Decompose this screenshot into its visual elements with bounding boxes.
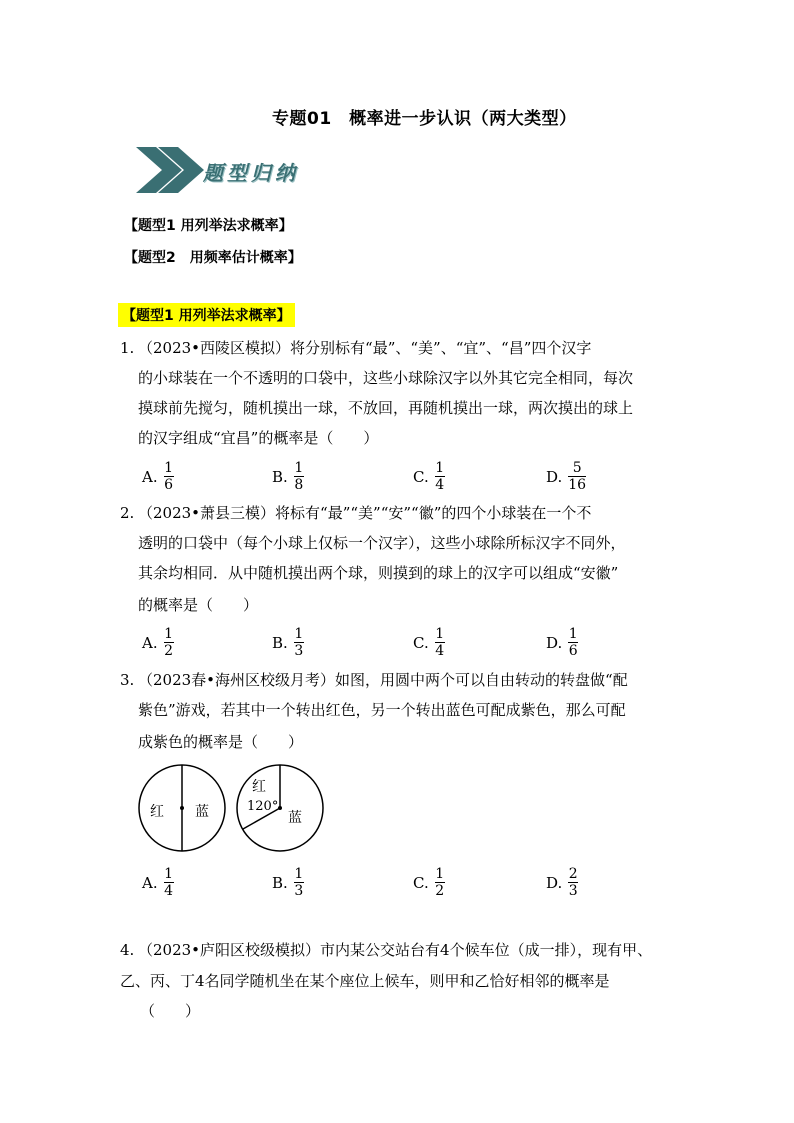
question-text: 乙、丙、丁4名同学随机坐在某个座位上候车，则甲和乙恰好相邻的概率是: [120, 972, 610, 990]
option-b[interactable]: [272, 626, 304, 659]
denominator: 4: [435, 643, 445, 659]
option-label: C.: [413, 873, 429, 892]
numerator: 2: [568, 866, 578, 882]
numerator: 1: [294, 626, 304, 642]
region-label: 蓝: [288, 810, 302, 826]
fraction: [435, 626, 445, 659]
option-label: B.: [272, 633, 288, 652]
denominator: 16: [568, 477, 587, 493]
banner-title: 题型归纳: [203, 161, 299, 185]
question-text: 其余均相同．从中随机摸出两个球，则摸到的球上的汉字可以组成“安徽”: [138, 564, 619, 582]
spinner-right: [237, 765, 323, 851]
question-text: （2023春•海州区校级月考）如图，用圆中两个可以自由转动的转盘做“配: [138, 671, 628, 689]
region-label: 红: [252, 779, 266, 795]
fraction: [568, 626, 578, 659]
option-a[interactable]: [142, 866, 174, 899]
option-b[interactable]: [272, 866, 304, 899]
numerator: 1: [164, 460, 174, 476]
numerator: 1: [164, 866, 174, 882]
denominator: 2: [164, 643, 174, 659]
denominator: 6: [164, 477, 174, 493]
question-text: 紫色”游戏，若其中一个转出红色，另一个转出蓝色可配成紫色，那么可配: [138, 701, 626, 719]
denominator: 3: [294, 883, 304, 899]
denominator: 6: [568, 643, 578, 659]
fraction: [164, 626, 174, 659]
question-text: 透明的口袋中（每个小球上仅标一个汉字），这些小球除所标汉字不同外，: [138, 534, 626, 552]
toc-item-1[interactable]: 【题型1 用列举法求概率】: [124, 218, 293, 234]
option-label: A.: [142, 873, 158, 892]
fraction: [294, 626, 304, 659]
option-label: C.: [413, 467, 429, 486]
denominator: 4: [164, 883, 174, 899]
fraction: [294, 460, 304, 493]
option-label: B.: [272, 873, 288, 892]
numerator: 1: [568, 626, 578, 642]
option-label: A.: [142, 467, 158, 486]
denominator: 8: [294, 477, 304, 493]
denominator: 2: [435, 883, 445, 899]
option-label: D.: [546, 467, 563, 486]
option-label: C.: [413, 633, 429, 652]
fraction: [568, 866, 578, 899]
option-c[interactable]: [413, 626, 445, 659]
toc-item-2[interactable]: 【题型2 用频率估计概率】: [124, 250, 302, 266]
question-text: 的汉字组成“宜昌”的概率是（ ）: [138, 429, 379, 447]
question-text: 成紫色的概率是（ ）: [138, 733, 304, 751]
option-c[interactable]: [413, 866, 445, 899]
option-d[interactable]: [546, 460, 586, 493]
option-label: B.: [272, 467, 288, 486]
fraction: [435, 866, 445, 899]
fraction: [294, 866, 304, 899]
numerator: 1: [435, 866, 445, 882]
denominator: 3: [294, 643, 304, 659]
question-text: （2023•西陵区模拟）将分别标有“最”、“美”、“宜”、“昌”四个汉字: [138, 339, 592, 357]
numerator: 1: [294, 460, 304, 476]
option-d[interactable]: [546, 866, 578, 899]
numerator: 1: [435, 460, 445, 476]
question-number: 2.: [120, 504, 135, 522]
question-number: 4.: [120, 941, 135, 959]
fraction: [164, 866, 174, 899]
option-label: A.: [142, 633, 158, 652]
region-label: 蓝: [195, 804, 209, 820]
fraction: [164, 460, 174, 493]
question-number: 1.: [120, 339, 135, 357]
question-text: 的小球装在一个不透明的口袋中，这些小球除汉字以外其它完全相同，每次: [138, 369, 634, 387]
numerator: 5: [572, 460, 582, 476]
question-text: （ ）: [140, 1002, 201, 1020]
question-text: 摸球前先搅匀，随机摸出一球，不放回，再随机摸出一球，两次摸出的球上: [138, 399, 634, 417]
spinner-left: [139, 765, 225, 851]
numerator: 1: [164, 626, 174, 642]
numerator: 1: [435, 626, 445, 642]
option-label: D.: [546, 633, 563, 652]
option-b[interactable]: [272, 460, 304, 493]
question-text: （2023•萧县三模）将标有“最”“美”“安”“徽”的四个小球装在一个不: [138, 504, 592, 522]
fraction: [435, 460, 445, 493]
denominator: 4: [435, 477, 445, 493]
angle-label: 120°: [247, 799, 279, 814]
question-text: 的概率是（ ）: [138, 596, 259, 614]
option-d[interactable]: [546, 626, 578, 659]
section-label: 【题型1 用列举法求概率】: [118, 303, 295, 327]
numerator: 1: [294, 866, 304, 882]
option-label: D.: [546, 873, 563, 892]
option-a[interactable]: [142, 460, 174, 493]
fraction: [568, 460, 586, 493]
page-title: 专题01 概率进一步认识（两大类型）: [272, 109, 577, 129]
option-a[interactable]: [142, 626, 174, 659]
denominator: 3: [568, 883, 578, 899]
region-label: 红: [150, 804, 164, 820]
spinner-figure: [130, 760, 330, 860]
option-c[interactable]: [413, 460, 445, 493]
question-text: （2023•庐阳区校级模拟）市内某公交站台有4个候车位（成一排），现有甲、: [138, 941, 653, 959]
question-number: 3.: [120, 671, 135, 689]
